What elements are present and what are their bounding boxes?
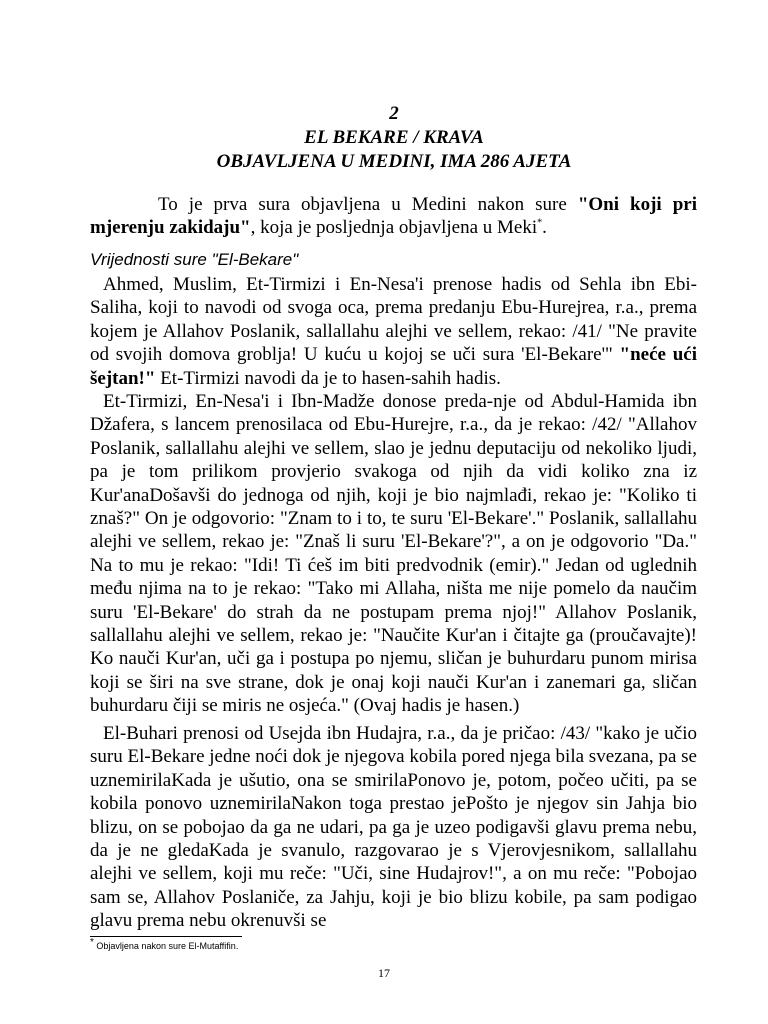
intro-bold-title: "Oni koji pri mjerenju zakidaju" (90, 194, 698, 239)
footnote-mark: * (90, 937, 94, 948)
intro-text-3: . (542, 217, 547, 239)
chapter-title: EL BEKARE / KRAVA (304, 127, 484, 148)
footnote-text: Objavljena nakon sure El-Mutaffifin. (93, 941, 239, 951)
intro-text-2: , koja je posljednja objavljena u Meki (250, 217, 538, 239)
chapter-number: 2 (389, 103, 399, 124)
paragraph-1-text-1: Ahmed, Muslim, Et-Tirmizi i En-Nesa'i prenose hadis od Sehla ibn Ebi-Saliha, koji to navodi od svoga oca, prema predanju Ebu-Hurejrea, r.a., prema kojem je Allahov Poslanik, sallallahu alejhi ve sellem, rekao: /41/ "Ne pravite od svojih domova groblja! U kuću u kojoj se uči sura 'El-Bekare'" (90, 274, 697, 366)
paragraph-3: El-Buhari prenosi od Usejda ibn Hudajra, r.a., da je pričao: /43/ "kako je učio suru El-Bekare jedne noći dok je njegova kobila pored njega bila svezana, pa se uznemirilaKada je ušutio, ona se smirilaPonovo je, potom, počeo učiti, pa se kobila ponovo uznemirilaNakon toga prestao jePošto je njegov sin Jahja bio blizu, on se pobojao da ga ne udari, pa ga je uzeo podigavši glavu prema nebu, da je ne gledaKada je svanulo, razgovarao je s Vjerovjesnikom, sallallahu alejhi ve sellem, koji mu reče: "Uči, sine Hudajrov!", a on mu reče: "Pobojao sam se, Allahov Poslaniče, za Jahju, koji je bio blizu kobile, pa sam podigao glavu prema nebu okrenuvši se (90, 723, 697, 932)
paragraph-1-text-2: Et-Tirmizi navodi da je to hasen-sahih hadis. (155, 367, 501, 389)
paragraph-2: Et-Tirmizi, En-Nesa'i i Ibn-Madže donose preda-nje od Abdul-Hamida ibn Džafera, s lancem prenosilaca od Ebu-Hurejre, r.a., da je rekao: /42/ "Allahov Poslanik, sallallahu alejhi ve sellem, slao je jednu deputaciju od nekoliko ljudi, pa je tom prilikom provjerio svakoga od njih da vidi koliko zna iz Kur'anaDošavši do jednoga od njih, koji je bio najmlađi, rekao je: "Koliko ti znaš?" On je odgovorio: "Znam to i to, te suru 'El-Bekare'." Poslanik, sallallahu alejhi ve sellem, rekao je: "Znaš li suru 'El-Bekare'?", a on je odgovorio "Da." Na to mu je rekao: "Idi! Ti ćeš im biti predvodnik (emir)." Jedan od uglednih među njima na to je rekao: "Tako mi Allaha, ništa me nije pomelo da naučim suru 'El-Bekare' do strah da ne postupam prema njoj!" Allahov Poslanik, sallallahu alejhi ve sellem, rekao je: "Naučite Kur'an i čitajte ga (proučavajte)! Ko nauči Kur'an, uči ga i postupa po njemu, sličan je buhurdaru punom mirisa koji se širi na sve strane, dok je onaj koji nauči Kur'an i zanemari ga, sličan buhurdaru čiji se miris ne osjeća." (Ovaj hadis je hasen.) (90, 391, 697, 717)
section-title: Vrijednosti sure "El-Bekare" (90, 250, 299, 269)
footnote (90, 937, 239, 952)
page-number: 17 (378, 966, 390, 980)
footnote-separator (90, 936, 242, 937)
intro-paragraph (90, 193, 697, 240)
intro-text-1: To je prva sura objavljena u Medini nakon sure (158, 194, 578, 215)
paragraph-1-bold-quote: "neće ući šejtan!" (90, 344, 697, 389)
footnote-reference: * (537, 218, 543, 230)
paragraph-1 (90, 273, 697, 390)
chapter-subtitle: OBJAVLJENA U MEDINI, IMA 286 AJETA (216, 151, 572, 172)
